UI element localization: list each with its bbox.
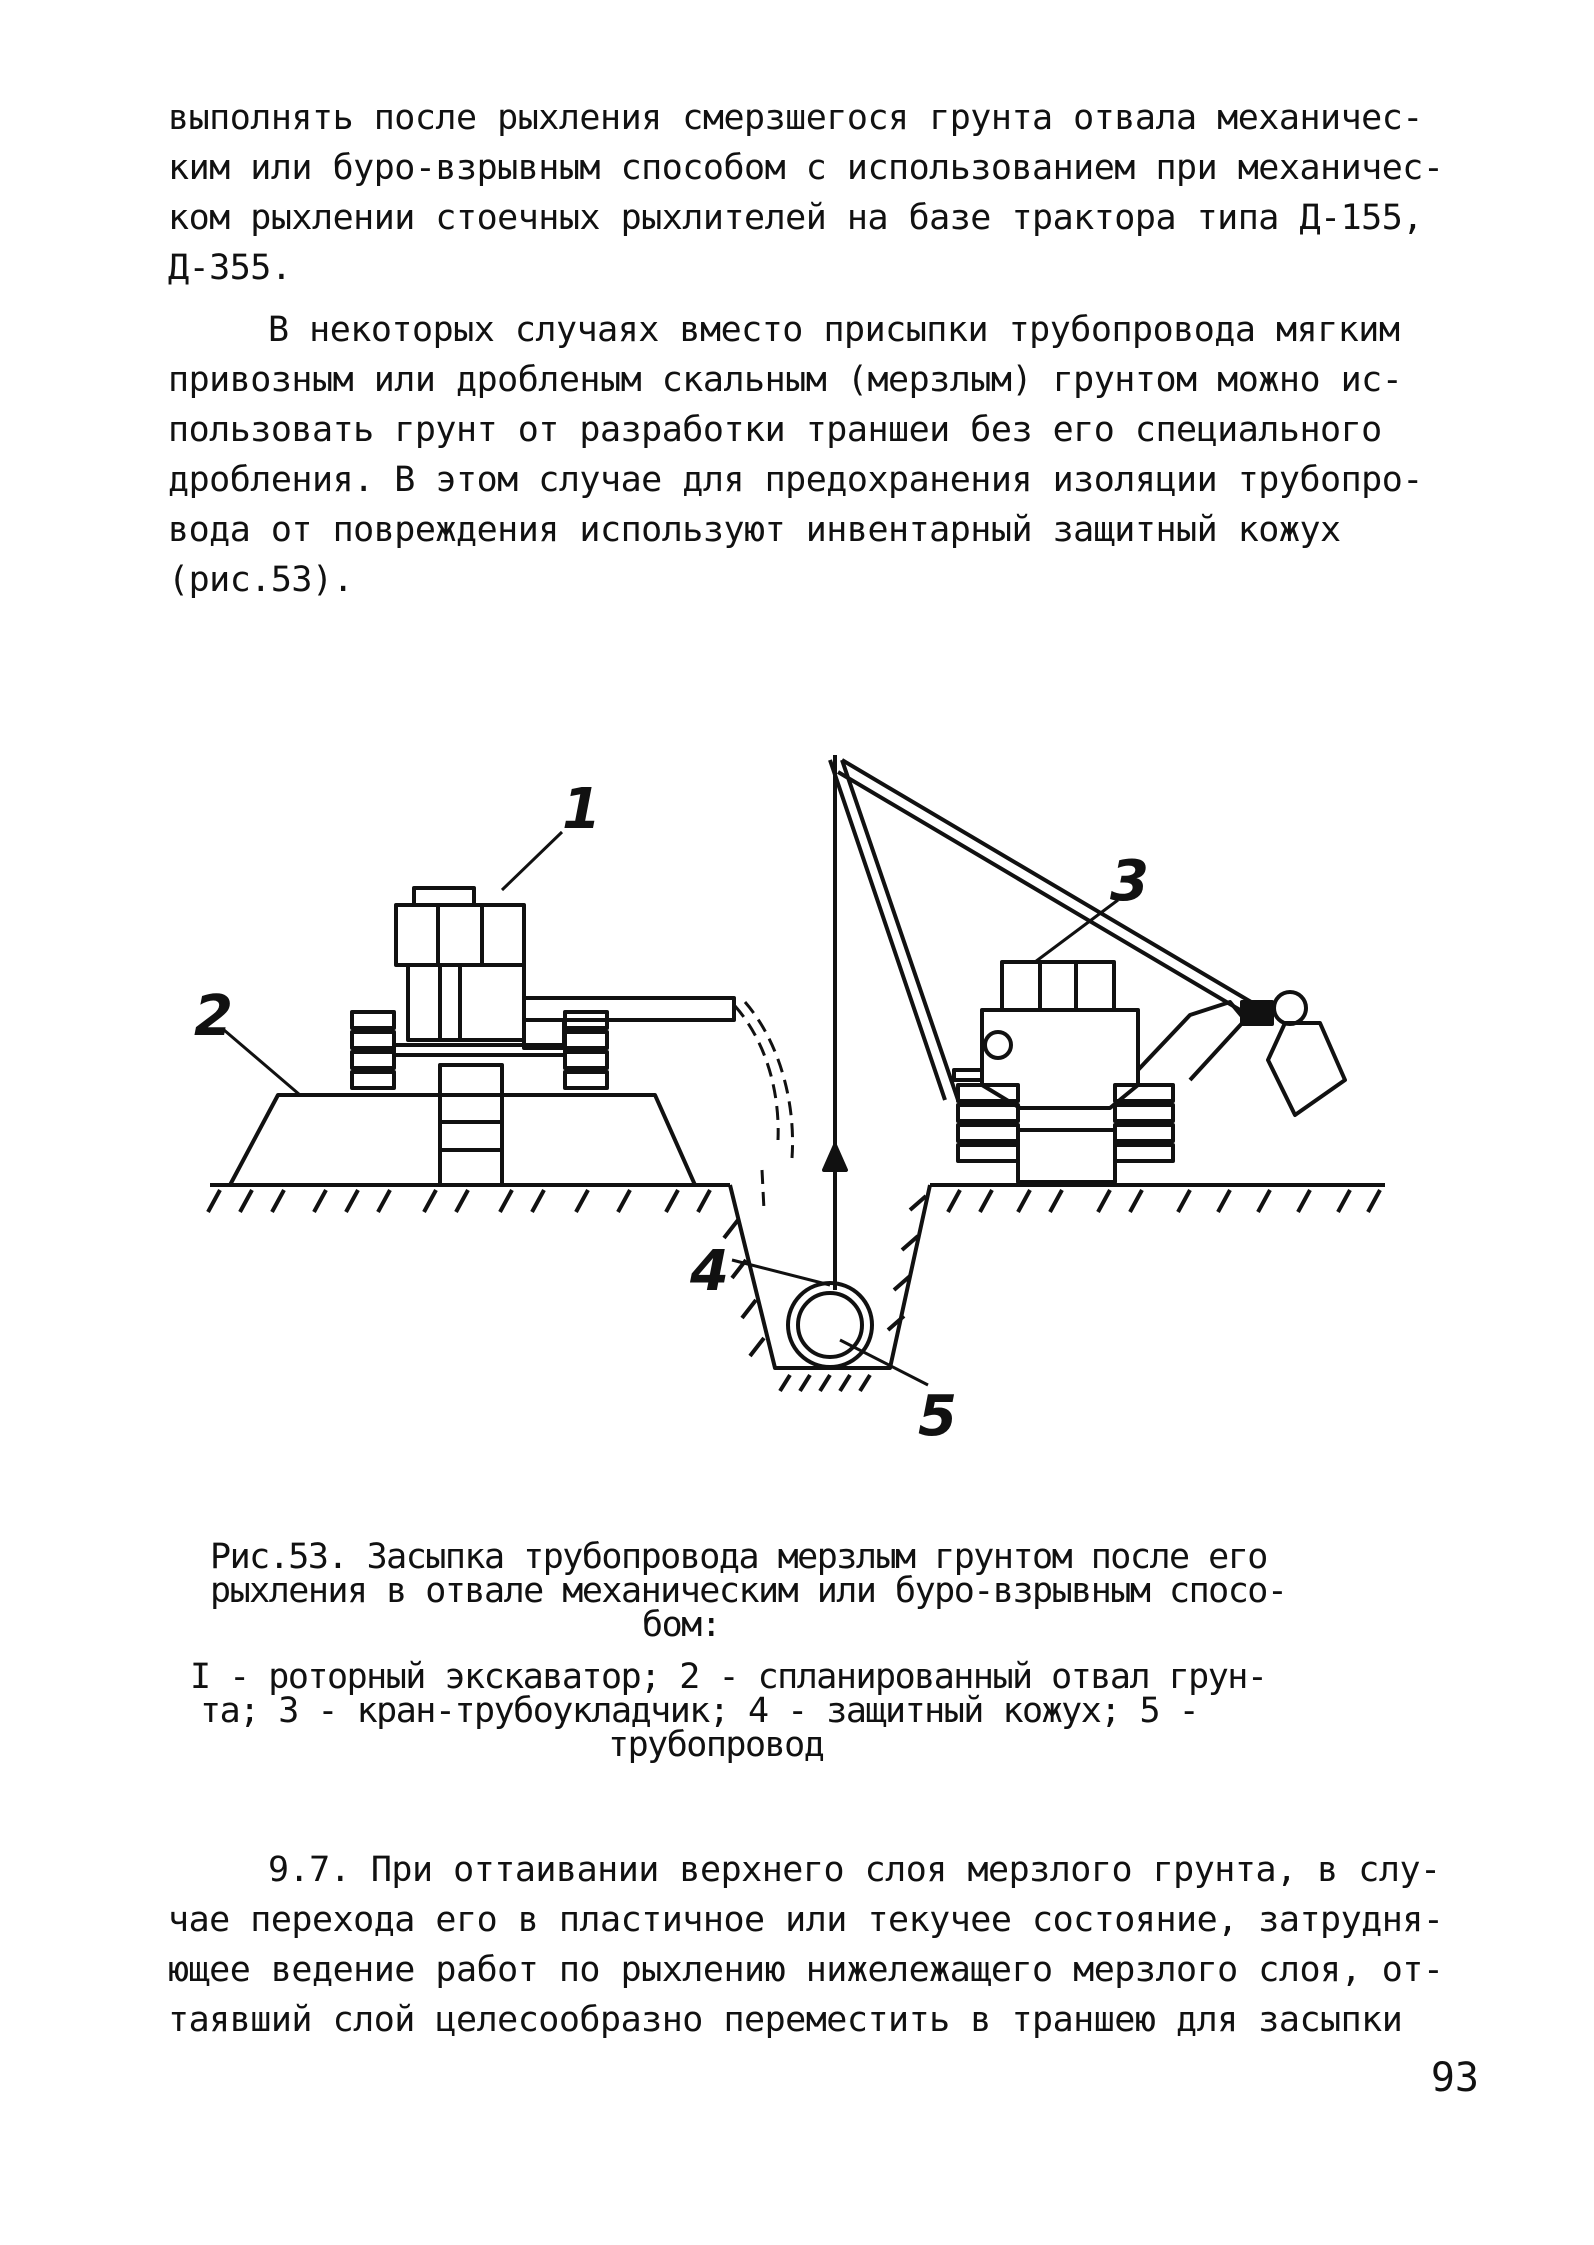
label-5: 5 xyxy=(918,1384,957,1449)
paragraph3-line: ющее ведение работ по рыхлению нижележащего мерзлого слоя, от- xyxy=(168,1950,1444,1990)
paragraph1-line: ком рыхлении стоечных рыхлителей на базе трактора типа Д-155, xyxy=(168,198,1423,238)
paragraph2-line: вода от повреждения используют инвентарный защитный кожух xyxy=(168,510,1341,550)
ground-surface-right xyxy=(930,1185,1385,1212)
caption-title-line: Рис.53. Засыпка трубопровода мерзлым грунтом после его xyxy=(210,1537,1267,1577)
paragraph3-line: 9.7. При оттаивании верхнего слоя мерзлого грунта, в слу- xyxy=(268,1850,1441,1890)
paragraph1-line: выполнять после рыхления смерзшегося грунта отвала механичес- xyxy=(168,98,1423,138)
soil-dump xyxy=(230,1095,695,1185)
soil-stream xyxy=(735,1002,793,1210)
caption-legend-line: трубопровод xyxy=(608,1725,824,1765)
paragraph3-line: чае перехода его в пластичное или текучее состояние, затрудня- xyxy=(168,1900,1444,1940)
paragraph2-line: (рис.53). xyxy=(168,560,354,600)
leader-lines xyxy=(224,832,1118,1385)
protective-casing xyxy=(788,1283,872,1367)
caption-legend-line: I - роторный экскаватор; 2 - спланированный отвал грун- xyxy=(190,1657,1267,1697)
ground-surface-left xyxy=(208,1185,730,1212)
paragraph3-line: таявший слой целесообразно переместить в траншею для засыпки xyxy=(168,2000,1403,2040)
label-2: 2 xyxy=(194,984,233,1049)
label-3: 3 xyxy=(1110,849,1149,914)
paragraph1-line: Д-355. xyxy=(168,248,292,288)
label-1: 1 xyxy=(562,777,601,842)
pipelayer-crane xyxy=(710,740,1345,1290)
paragraph1-line: ким или буро-взрывным способом с использованием при механичес- xyxy=(168,148,1444,188)
paragraph2-line: пользовать грунт от разработки траншеи без его специального xyxy=(168,410,1382,450)
trench xyxy=(724,1185,930,1391)
page-number: 93 xyxy=(1430,2055,1479,2101)
paragraph2-line: дробления. В этом случае для предохранения изоляции трубопро- xyxy=(168,460,1423,500)
paragraph2-line: привозным или дробленым скальным (мерзлым) грунтом можно ис- xyxy=(168,360,1403,400)
caption-title-line: рыхления в отвале механическим или буро-взрывным спосо- xyxy=(210,1571,1287,1611)
caption-title-line: бом: xyxy=(642,1605,721,1645)
figure-53-diagram xyxy=(190,740,1420,1460)
caption-legend-line: та; 3 - кран-трубоукладчик; 4 - защитный кожух; 5 - xyxy=(200,1691,1199,1731)
paragraph2-line: В некоторых случаях вместо присыпки трубопровода мягким xyxy=(268,310,1400,350)
label-4: 4 xyxy=(690,1239,729,1304)
